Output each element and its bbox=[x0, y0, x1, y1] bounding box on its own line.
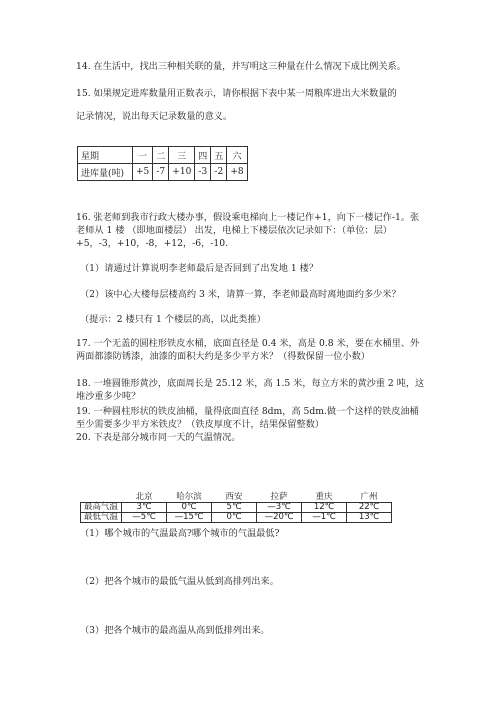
question-16: 16. 张老师到我市行政大楼办事，假设乘电梯向上一楼记作+1，向下一楼记作-1。张老师从 1 楼 （即地面楼层） 出发，电梯上下楼层依次记录如下：（单位：层）+5，-3，+10，-8，+12，-6，-10. bbox=[76, 212, 420, 249]
table-cell: —20℃ bbox=[257, 513, 302, 523]
table-cell: +10 bbox=[169, 164, 195, 181]
table-header-cell: 广州 bbox=[347, 493, 392, 503]
table-header-cell: 三 bbox=[169, 147, 195, 164]
table-header-cell: 二 bbox=[153, 147, 169, 164]
table-header-cell: 星期 bbox=[78, 147, 133, 164]
table-cell: 22℃ bbox=[347, 503, 392, 513]
city-temperature-table bbox=[80, 493, 392, 523]
table-row bbox=[78, 147, 248, 164]
table-row bbox=[81, 513, 392, 523]
table-cell: -7 bbox=[153, 164, 169, 181]
question-20-part1: （1）哪个城市的气温最高?哪个城市的气温最低? bbox=[80, 528, 280, 539]
question-18: 18. 一堆圆锥形黄沙，底面周长是 25.12 米，高 1.5 米，每立方米的黄沙重 2 吨，这堆沙重多少吨？ bbox=[76, 378, 425, 402]
question-17: 17. 一个无盖的圆柱形铁皮水桶，底面直径是 0.4 米，高是 0.8 米，要在水桶里、外两面都漆防锈漆，油漆的面积大约是多少平方米？（得数保留一位小数） bbox=[76, 338, 420, 362]
table-cell: +5 bbox=[133, 164, 153, 181]
question-16-hint: （提示：2 楼只有 1 个楼层的高，以此类推） bbox=[80, 314, 266, 325]
table-cell: 13℃ bbox=[347, 513, 392, 523]
table-row bbox=[78, 164, 248, 181]
question-20: 20. 下表是部分城市同一天的气温情况。 bbox=[76, 432, 241, 443]
table-header-cell: 一 bbox=[133, 147, 153, 164]
table-header-cell: 六 bbox=[227, 147, 247, 164]
table-header-cell: 重庆 bbox=[302, 493, 347, 503]
table-cell: 0℃ bbox=[167, 503, 212, 513]
table-cell: —1℃ bbox=[302, 513, 347, 523]
question-15-line2: 记录情况，说出每天记录数量的意义。 bbox=[76, 111, 233, 122]
table-row bbox=[81, 503, 392, 513]
table-cell: 0℃ bbox=[212, 513, 257, 523]
table-header-cell: 拉萨 bbox=[257, 493, 302, 503]
table-cell: —15℃ bbox=[167, 513, 212, 523]
question-14: 14. 在生活中，找出三种相关联的量，并写明这三种量在什么情况下成比例关系。 bbox=[76, 61, 406, 72]
table-cell: 5℃ bbox=[212, 503, 257, 513]
table-cell: 12℃ bbox=[302, 503, 347, 513]
grain-storage-table bbox=[77, 146, 248, 181]
question-19: 19. 一种圆柱形状的铁皮油桶，量得底面直径 8dm，高 5dm.做一个这样的铁皮油桶至少需要多少平方米铁皮？（铁皮厚度不计，结果保留整数） bbox=[76, 406, 419, 430]
question-15-line1: 15. 如果规定进库数量用正数表示，请你根据下表中某一周粮库进出大米数量的 bbox=[76, 88, 397, 99]
question-16-part2: （2）该中心大楼每层楼高约 3 米，请算一算，李老师最高时离地面约多少米？ bbox=[80, 289, 401, 300]
table-cell: -3 bbox=[195, 164, 211, 181]
table-row-label: 进库量(吨) bbox=[78, 164, 133, 181]
table-header-cell: 哈尔滨 bbox=[167, 493, 212, 503]
table-header-cell: 四 bbox=[195, 147, 211, 164]
question-20-part2: （2）把各个城市的最低气温从低到高排列出来。 bbox=[80, 576, 279, 587]
question-20-part3: （3）把各个城市的最高温从高到低排列出来。 bbox=[80, 625, 270, 636]
table-cell: 3℃ bbox=[122, 503, 167, 513]
table-cell: —5℃ bbox=[122, 513, 167, 523]
table-cell: —3℃ bbox=[257, 503, 302, 513]
table-header-cell: 五 bbox=[211, 147, 227, 164]
table-header-cell: 西安 bbox=[212, 493, 257, 503]
table-row-label: 最高气温 bbox=[81, 503, 122, 513]
table-cell: +8 bbox=[227, 164, 247, 181]
table-row-label: 最低气温 bbox=[81, 513, 122, 523]
table-header-cell: 北京 bbox=[122, 493, 167, 503]
question-16-part1: （1）请通过计算说明李老师最后是否回到了出发地 1 楼？ bbox=[80, 263, 319, 274]
table-cell: -2 bbox=[211, 164, 227, 181]
